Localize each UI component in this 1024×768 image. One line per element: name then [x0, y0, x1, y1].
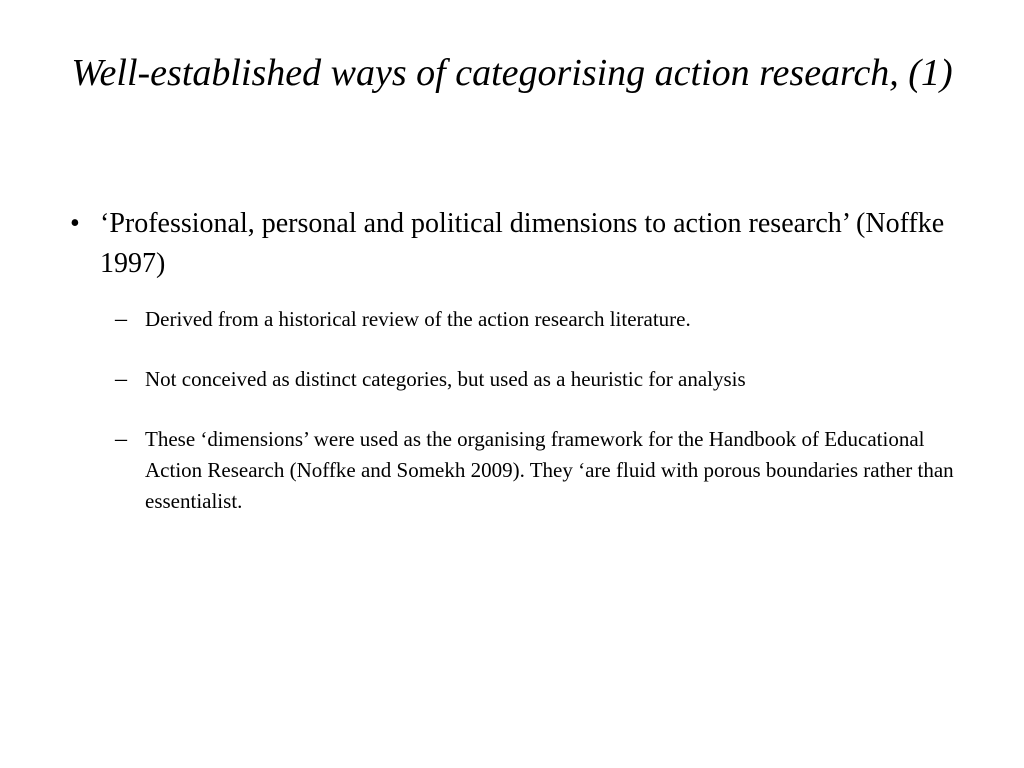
- dash-marker: –: [115, 426, 127, 452]
- bullet-item: [60, 204, 980, 284]
- sub-bullet-item: [60, 364, 980, 395]
- sub-bullet-item: [60, 424, 980, 517]
- bullet-marker: •: [70, 208, 80, 239]
- sub-bullet-text: Not conceived as distinct categories, but used as a heuristic for analysis: [145, 367, 746, 391]
- dash-marker: –: [115, 366, 127, 392]
- sub-bullet-group: [60, 304, 980, 517]
- sub-bullet-text: These ‘dimensions’ were used as the organising framework for the Handbook of Educational Action Research (Noffke and Somekh 2009). They ‘are fluid with porous boundaries rather than essentialist.: [145, 427, 954, 513]
- bullet-text: ‘Professional, personal and political dimensions to action research’ (Noffke 1997): [100, 208, 945, 279]
- sub-bullet-text: Derived from a historical review of the action research literature.: [145, 307, 691, 331]
- slide-body: [60, 204, 980, 546]
- slide-title: Well-established ways of categorising action research, (1): [71, 52, 953, 94]
- dash-marker: –: [115, 306, 127, 332]
- sub-bullet-item: [60, 304, 980, 335]
- sub-bullet-list: [60, 304, 980, 517]
